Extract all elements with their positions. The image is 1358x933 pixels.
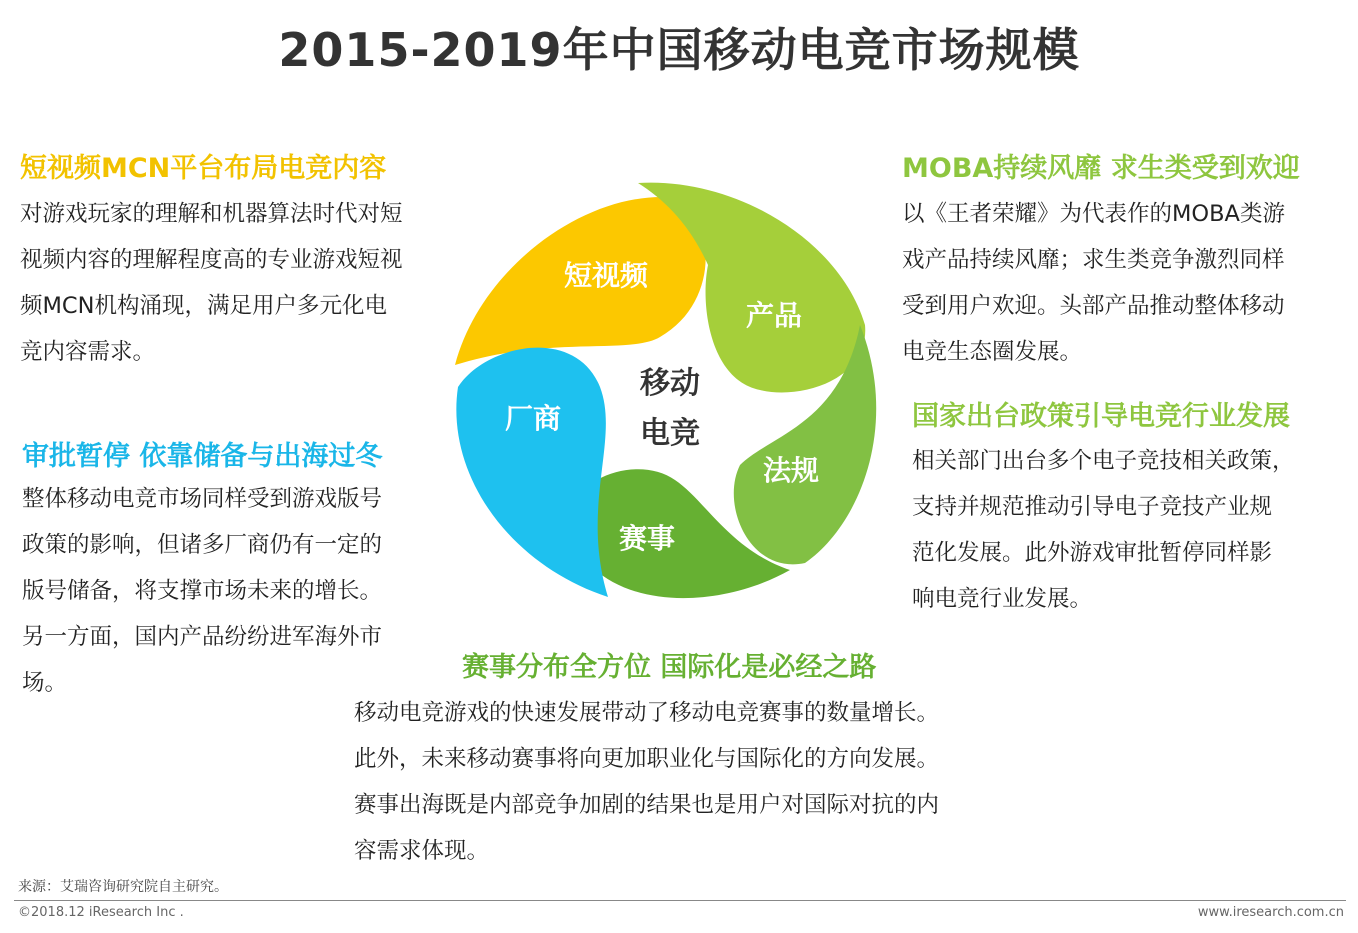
petal-vendor	[456, 348, 608, 597]
center-label-line2: 电竞	[640, 416, 700, 451]
text-short-video	[20, 191, 403, 375]
heading-events: 赛事分布全方位 国际化是必经之路	[462, 652, 877, 683]
petal-diagram	[440, 175, 900, 615]
text-line: 以《王者荣耀》为代表作的MOBA类游	[902, 201, 1285, 227]
text-line: 版号储备，将支撑市场未来的增长。	[22, 578, 383, 604]
petal-label-regulation: 法规	[762, 454, 820, 487]
petal-label-product: 产品	[745, 299, 803, 332]
text-line: 整体移动电竞市场同样受到游戏版号	[22, 486, 383, 512]
text-moba	[902, 191, 1285, 375]
copyright: ©2018.12 iResearch Inc .	[18, 905, 184, 920]
heading-approval: 审批暂停 依靠储备与出海过冬	[22, 441, 383, 472]
text-line: 戏产品持续风靡；求生类竞争激烈同样	[902, 247, 1285, 273]
text-line: 范化发展。此外游戏审批暂停同样影	[912, 540, 1273, 566]
source-note: 来源：艾瑞咨询研究院自主研究。	[18, 879, 228, 895]
center-label-line1: 移动	[640, 366, 700, 401]
heading-short-video: 短视频MCN平台布局电竞内容	[20, 153, 387, 184]
text-line: 赛事出海既是内部竞争加剧的结果也是用户对国际对抗的内	[354, 792, 940, 818]
text-line: 移动电竞游戏的快速发展带动了移动电竞赛事的数量增长。	[354, 700, 940, 726]
text-line: 另一方面，国内产品纷纷进军海外市	[22, 624, 383, 650]
text-line: 响电竞行业发展。	[912, 586, 1093, 612]
petal-label-events: 赛事	[618, 522, 676, 555]
heading-policy: 国家出台政策引导电竞行业发展	[912, 401, 1290, 432]
text-line: 电竞生态圈发展。	[902, 339, 1083, 365]
text-line: 频MCN机构涌现，满足用户多元化电	[20, 293, 387, 319]
text-line: 容需求体现。	[354, 838, 490, 864]
text-line: 竞内容需求。	[20, 339, 156, 365]
text-approval	[22, 476, 382, 706]
page-title: 2015-2019年中国移动电竞市场规模	[278, 23, 1080, 77]
text-line: 场。	[22, 670, 68, 696]
text-line: 支持并规范推动引导电子竞技产业规	[912, 494, 1273, 520]
text-policy	[912, 438, 1295, 622]
footer-divider	[14, 900, 1346, 901]
text-line: 此外，未来移动赛事将向更加职业化与国际化的方向发展。	[354, 746, 940, 772]
text-line: 对游戏玩家的理解和机器算法时代对短	[20, 201, 403, 227]
heading-moba: MOBA持续风靡 求生类受到欢迎	[902, 153, 1300, 184]
text-line: 视频内容的理解程度高的专业游戏短视	[20, 247, 403, 273]
petal-label-vendor: 厂商	[504, 402, 562, 435]
text-line: 相关部门出台多个电子竞技相关政策，	[912, 448, 1295, 474]
petal-label-short-video: 短视频	[563, 259, 649, 292]
website-link[interactable]: www.iresearch.com.cn	[1197, 905, 1344, 920]
text-line: 政策的影响，但诸多厂商仍有一定的	[22, 532, 383, 558]
text-line: 受到用户欢迎。头部产品推动整体移动	[902, 293, 1285, 319]
text-events	[354, 690, 939, 874]
petal-diagram-svg	[440, 175, 900, 615]
